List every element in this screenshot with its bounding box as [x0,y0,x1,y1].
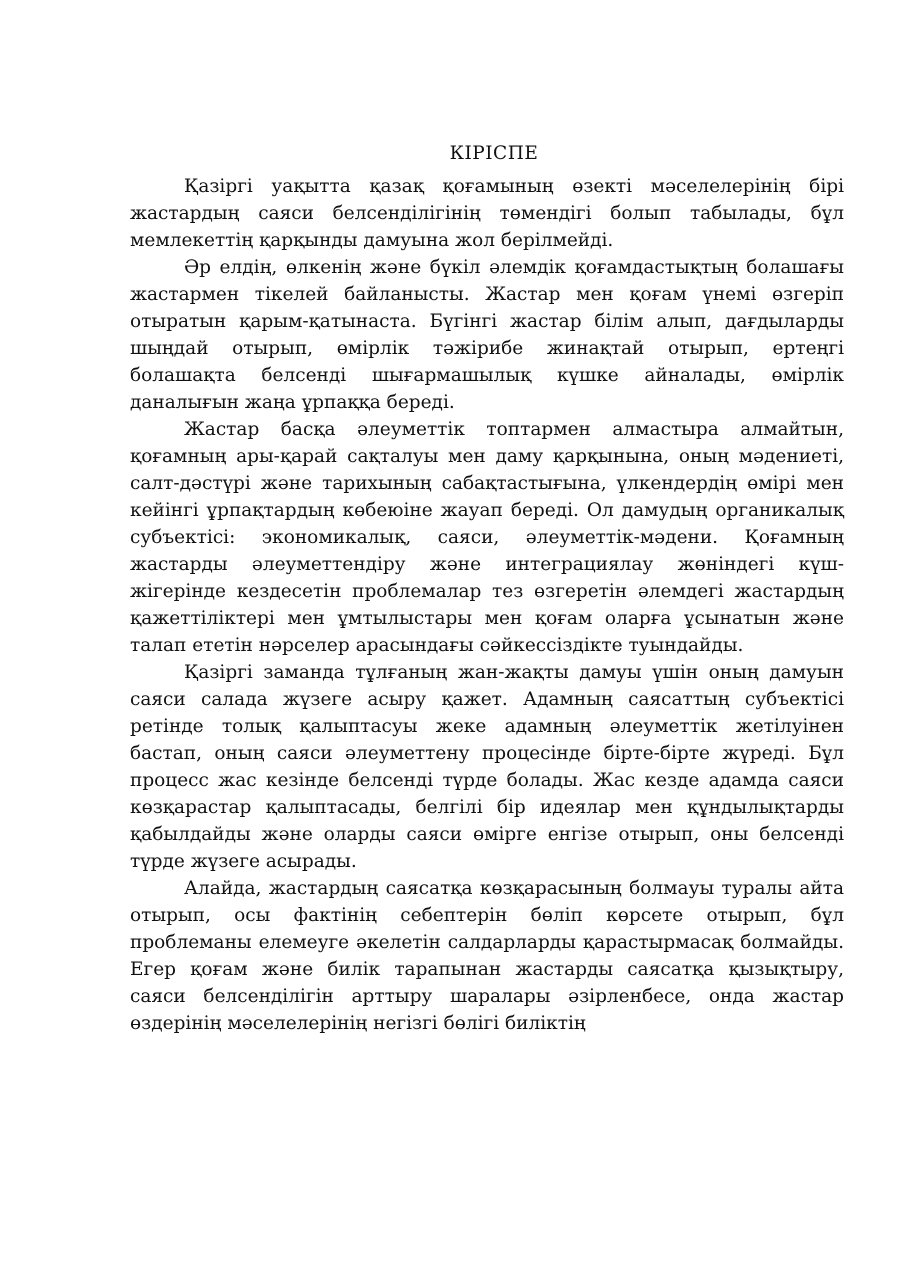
paragraph: Қазіргі заманда тұлғаның жан-жақты дамуы үшін оның дамуын саяси салада жүзеге асыру қажет. Адамның саясаттың субъектісі ретінде толық қалыптасуы жеке адамның әлеуметтік жетілуінен бастап, оның саяси әлеуметтену процесінде бірте-бірте жүреді. Бұл процесс жас кезінде белсенді түрде болады. Жас кезде адамда саяси көзқарастар қалыптасады, белгілі бір идеялар мен құндылықтарды қабылдайды және оларды саяси өмірге енгізе отырып, оны белсенді түрде жүзеге асырады. [130,662,844,872]
paragraph: Алайда, жастардың саясатқа көзқарасының болмауы туралы айта отырып, осы фактінің себептерін бөліп көрсете отырып, бұл проблеманы елемеуге әкелетін салдарларды қарастырмасақ болмайды. Егер қоғам және билік тарапынан жастарды саясатқа қызықтыру, саяси белсенділігін арттыру шаралары әзірленбесе, онда жастар өздерінің мәселелерінің негізгі бөлігі биліктің [130,878,844,1034]
paragraph: Жастар басқа әлеуметтік топтармен алмастыра алмайтын, қоғамның ары-қарай сақталуы мен даму қарқынына, оның мәдениеті, салт-дәстүрі және тарихының сабақтастығына, үлкендердің өмірі мен кейінгі ұрпақтардың көбеюіне жауап береді. Ол дамудың органикалық субъектісі: экономикалық, саяси, әлеуметтік-мәдени. Қоғамның жастарды әлеуметтендіру және интеграциялау жөніндегі күш-жігерінде кездесетін проблемалар тез өзгеретін әлемдегі жастардың қажеттіліктері мен ұмтылыстары мен қоғам оларға ұсынатын және талап ететін нәрселер арасындағы сәйкессіздікте туындайды. [130,419,844,656]
document-title: КІРІСПЕ [449,143,539,164]
paragraph: Қазіргі уақытта қазақ қоғамының өзекті мәселелерінің бірі жастардың саяси белсенділігінің төмендігі болып табылады, бұл мемлекеттің қарқынды дамуына жол берілмейді. [130,176,844,251]
document-page [130,140,844,1037]
paragraph: Әр елдің, өлкенің және бүкіл әлемдік қоғамдастықтың болашағы жастармен тікелей байланысты. Жастар мен қоғам үнемі өзгеріп отыратын қарым-қатынаста. Бүгінгі жастар білім алып, дағдыларды шыңдай отырып, өмірлік тәжірибе жинақтай отырып, ертеңгі болашақта белсенді шығармашылық күшке айналады, өмірлік даналығын жаңа ұрпаққа береді. [130,257,844,413]
